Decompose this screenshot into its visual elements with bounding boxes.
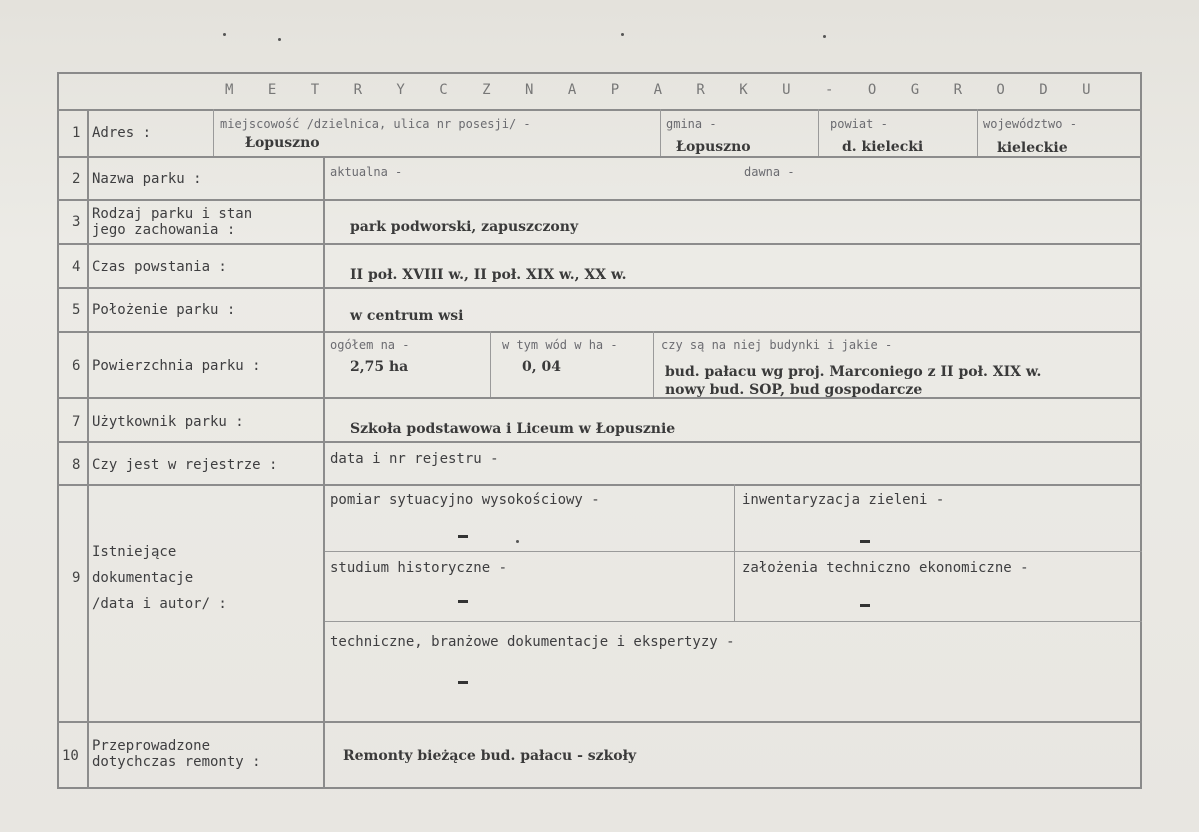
row-divider [57, 721, 1142, 723]
park-type-value: park podworski, zapuszczony [350, 219, 579, 235]
buildings-value: bud. pałacu wg proj. Marconiego z II poł. XIX w. [665, 364, 1042, 380]
label-column-divider [323, 156, 325, 789]
cell-divider [977, 109, 978, 156]
row-label-area: Powierzchnia parku : [92, 358, 261, 374]
water-area-value: 0, 04 [522, 359, 561, 375]
row-label-docs: Istniejące [92, 544, 177, 560]
ink-dot [223, 33, 226, 36]
powiat-value: d. kielecki [842, 139, 924, 155]
ink-dot [621, 33, 624, 36]
sub-divider [325, 621, 1142, 622]
row-divider [57, 441, 1142, 443]
location-value: w centrum wsi [350, 308, 464, 324]
greenery-label: inwentaryzacja zieleni - [742, 492, 945, 508]
locality-label: miejscowość /dzielnica, ulica nr posesji/ - [220, 117, 531, 131]
row-divider [57, 109, 1142, 111]
cell-divider [653, 331, 654, 397]
row-label-address: Adres : [92, 125, 152, 141]
form-title: M E T R Y C Z N A P A R K U - O G R O D U [225, 82, 1104, 98]
user-value: Szkoła podstawowa i Liceum w Łopusznie [350, 421, 676, 437]
locality-value: Łopuszno [245, 135, 320, 151]
ink-dot [516, 540, 519, 543]
empty-dash [860, 604, 870, 607]
row-label-user: Użytkownik parku : [92, 414, 244, 430]
row-divider [57, 287, 1142, 289]
row-number: 6 [72, 358, 81, 374]
row-divider [57, 397, 1142, 399]
row-label-docs: /data i autor/ : [92, 596, 227, 612]
empty-dash [860, 540, 870, 543]
cell-divider [213, 109, 214, 156]
row-number: 5 [72, 302, 81, 318]
ink-dot [823, 35, 826, 38]
history-label: studium historyczne - [330, 560, 508, 576]
cell-divider [660, 109, 661, 156]
row-label-name: Nazwa parku : [92, 171, 202, 187]
row-divider [57, 156, 1142, 158]
row-label-register: Czy jest w rejestrze : [92, 457, 278, 473]
empty-dash [458, 535, 468, 538]
row-number: 10 [62, 748, 79, 764]
total-area-value: 2,75 ha [350, 359, 409, 375]
founded-value: II poł. XVIII w., II poł. XIX w., XX w. [350, 267, 627, 283]
register-label: data i nr rejestru - [330, 451, 499, 467]
cell-divider [490, 331, 491, 397]
row-label-repairs: dotychczas remonty : [92, 754, 261, 770]
ink-dot [278, 38, 281, 41]
row-divider [57, 484, 1142, 486]
voivodeship-value: kieleckie [997, 140, 1068, 156]
current-name-label: aktualna - [330, 165, 403, 179]
technical-label: techniczne, branżowe dokumentacje i ekspertyzy - [330, 634, 735, 650]
survey-label: pomiar sytuacyjno wysokościowy - [330, 492, 600, 508]
cell-divider [818, 109, 819, 156]
powiat-label: powiat - [830, 117, 888, 131]
total-area-label: ogółem na - [330, 338, 410, 352]
row-label-founded: Czas powstania : [92, 259, 227, 275]
number-column-divider [87, 109, 89, 789]
voivodeship-label: województwo - [983, 117, 1077, 131]
water-area-label: w tym wód w ha - [502, 338, 618, 352]
former-name-label: dawna - [744, 165, 795, 179]
row-divider [57, 331, 1142, 333]
row-number: 3 [72, 214, 81, 230]
gmina-label: gmina - [666, 117, 717, 131]
row-label-docs: dokumentacje [92, 570, 194, 586]
row-label-type: jego zachowania : [92, 222, 236, 238]
row-number: 2 [72, 171, 81, 187]
repairs-value: Remonty bieżące bud. pałacu - szkoły [343, 748, 637, 764]
row-number: 1 [72, 125, 81, 141]
row-label-repairs: Przeprowadzone [92, 738, 211, 754]
row-label-location: Położenie parku : [92, 302, 236, 318]
row-number: 8 [72, 457, 81, 473]
row-number: 9 [72, 570, 81, 586]
gmina-value: Łopuszno [676, 139, 751, 155]
economic-label: założenia techniczno ekonomiczne - [742, 560, 1029, 576]
row-divider [57, 243, 1142, 245]
empty-dash [458, 600, 468, 603]
row-number: 4 [72, 259, 81, 275]
empty-dash [458, 681, 468, 684]
buildings-value: nowy bud. SOP, bud gospodarcze [665, 382, 923, 398]
row-label-type: Rodzaj parku i stan [92, 206, 253, 222]
row-divider [57, 199, 1142, 201]
buildings-label: czy są na niej budynki i jakie - [661, 338, 893, 352]
row-number: 7 [72, 414, 81, 430]
cell-divider [734, 484, 735, 621]
